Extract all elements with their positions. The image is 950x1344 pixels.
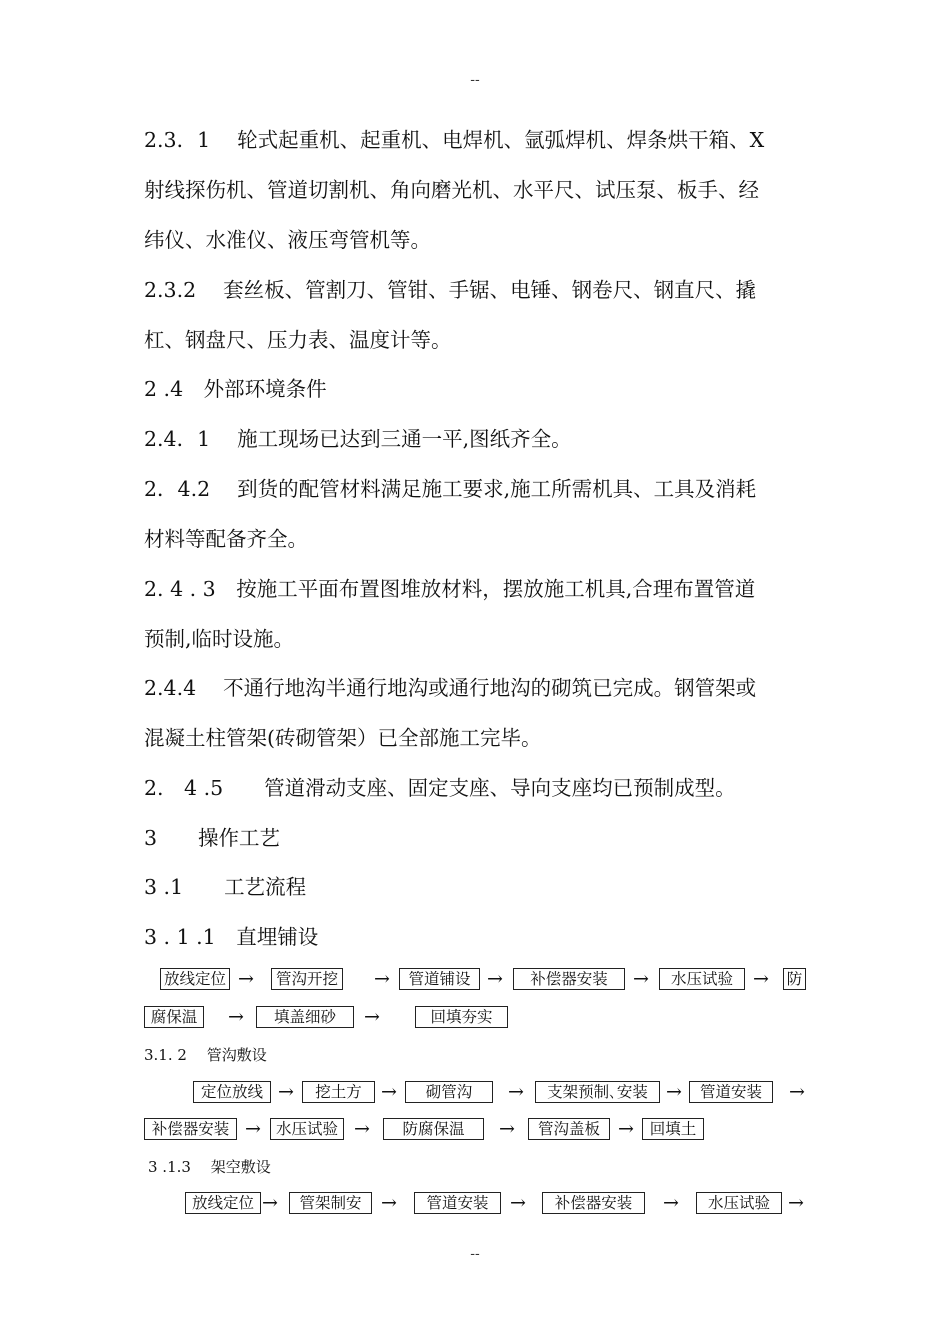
text-line: 2.4.4 不通行地沟半通行地沟或通行地沟的砌筑已完成。钢管架或 [144,676,757,700]
flow-step-box: 水压试验 [659,968,745,990]
flow-step-box: 水压试验 [270,1118,344,1140]
arrow-icon: → [245,1118,261,1140]
flow-step-box: 回填夯实 [415,1006,508,1028]
arrow-icon: → [753,968,769,990]
arrow-icon: → [381,1192,397,1214]
arrow-icon: → [262,1192,278,1214]
flow-step-box: 补偿器安装 [144,1118,237,1140]
text-line: 射线探伤机、管道切割机、角向磨光机、水平尺、试压泵、板手、经 [144,178,759,202]
text-line: 2.3．1 轮式起重机、起重机、电焊机、氩弧焊机、焊条烘干箱、X [144,128,765,152]
flow-step-box: 防腐保温 [383,1118,484,1140]
text-line: 2. 4 .5 管道滑动支座、固定支座、导向支座均已预制成型。 [144,776,736,800]
flow-step-box: 管道铺设 [399,968,480,990]
flow-step-box: 管沟开挖 [271,968,343,990]
arrow-icon: → [508,1081,524,1103]
arrow-icon: → [238,968,254,990]
text-line: 纬仪、水准仪、液压弯管机等。 [144,228,431,252]
arrow-icon: → [633,968,649,990]
text-line: 材料等配备齐全。 [144,527,308,551]
flow-step-box: 定位放线 [193,1081,271,1103]
arrow-icon: → [278,1081,294,1103]
text-line: 杠、钢盘尺、压力表、温度计等。 [144,328,452,352]
arrow-icon: → [374,968,390,990]
flow-step-box: 补偿器安装 [542,1192,645,1214]
text-line: 预制,临时设施。 [144,627,295,651]
text-line: 2．4.2 到货的配管材料满足施工要求,施工所需机具、工具及消耗 [144,477,757,501]
flow-step-box: 管道安装 [689,1081,773,1103]
arrow-icon: → [354,1118,370,1140]
section-heading: 3 操作工艺 [144,826,281,850]
arrow-icon: → [228,1006,244,1028]
flow-step-box: 管道安装 [414,1192,501,1214]
flow-step-box: 水压试验 [696,1192,782,1214]
arrow-icon: → [789,1081,805,1103]
text-line: 2.4．1 施工现场已达到三通一平,图纸齐全。 [144,427,572,451]
text-line: 混凝土柱管架(砖砌管架）已全部施工完毕。 [144,726,542,750]
arrow-icon: → [364,1006,380,1028]
flow-step-box: 防 [783,968,806,990]
section-heading: 3 . 1 .1 直埋铺设 [144,925,319,949]
flow-step-box: 砌管沟 [405,1081,493,1103]
section-heading: 3 .1.3 架空敷设 [148,1158,271,1176]
flow-step-box: 填盖细砂 [256,1006,354,1028]
arrow-icon: → [663,1192,679,1214]
arrow-icon: → [666,1081,682,1103]
flow-step-box: 支架预制､安装 [535,1081,660,1103]
arrow-icon: → [487,968,503,990]
text-line: 2. 4 . 3 按施工平面布置图堆放材料，摆放施工机具,合理布置管道 [144,577,756,601]
text-line: 2.3.2 套丝板、管割刀、管钳、手锯、电锤、钢卷尺、钢直尺、撬 [144,278,757,302]
section-heading: 3.1. 2 管沟敷设 [144,1046,267,1064]
arrow-icon: → [510,1192,526,1214]
arrow-icon: → [499,1118,515,1140]
section-heading: 2 .4 外部环境条件 [144,377,327,401]
section-heading: 3 .1 工艺流程 [144,875,307,899]
flow-step-box: 回填土 [642,1118,704,1140]
flow-step-box: 管沟盖板 [528,1118,610,1140]
arrow-icon: → [381,1081,397,1103]
flow-step-box: 挖土方 [302,1081,375,1103]
arrow-icon: → [618,1118,634,1140]
flow-step-box: 放线定位 [160,968,230,990]
flow-step-box: 放线定位 [185,1192,261,1214]
flow-step-box: 管架制安 [289,1192,372,1214]
arrow-icon: → [788,1192,804,1214]
page-header: -- [470,72,480,88]
flow-step-box: 补偿器安装 [513,968,625,990]
page-footer: -- [470,1246,480,1262]
flow-step-box: 腐保温 [144,1006,204,1028]
